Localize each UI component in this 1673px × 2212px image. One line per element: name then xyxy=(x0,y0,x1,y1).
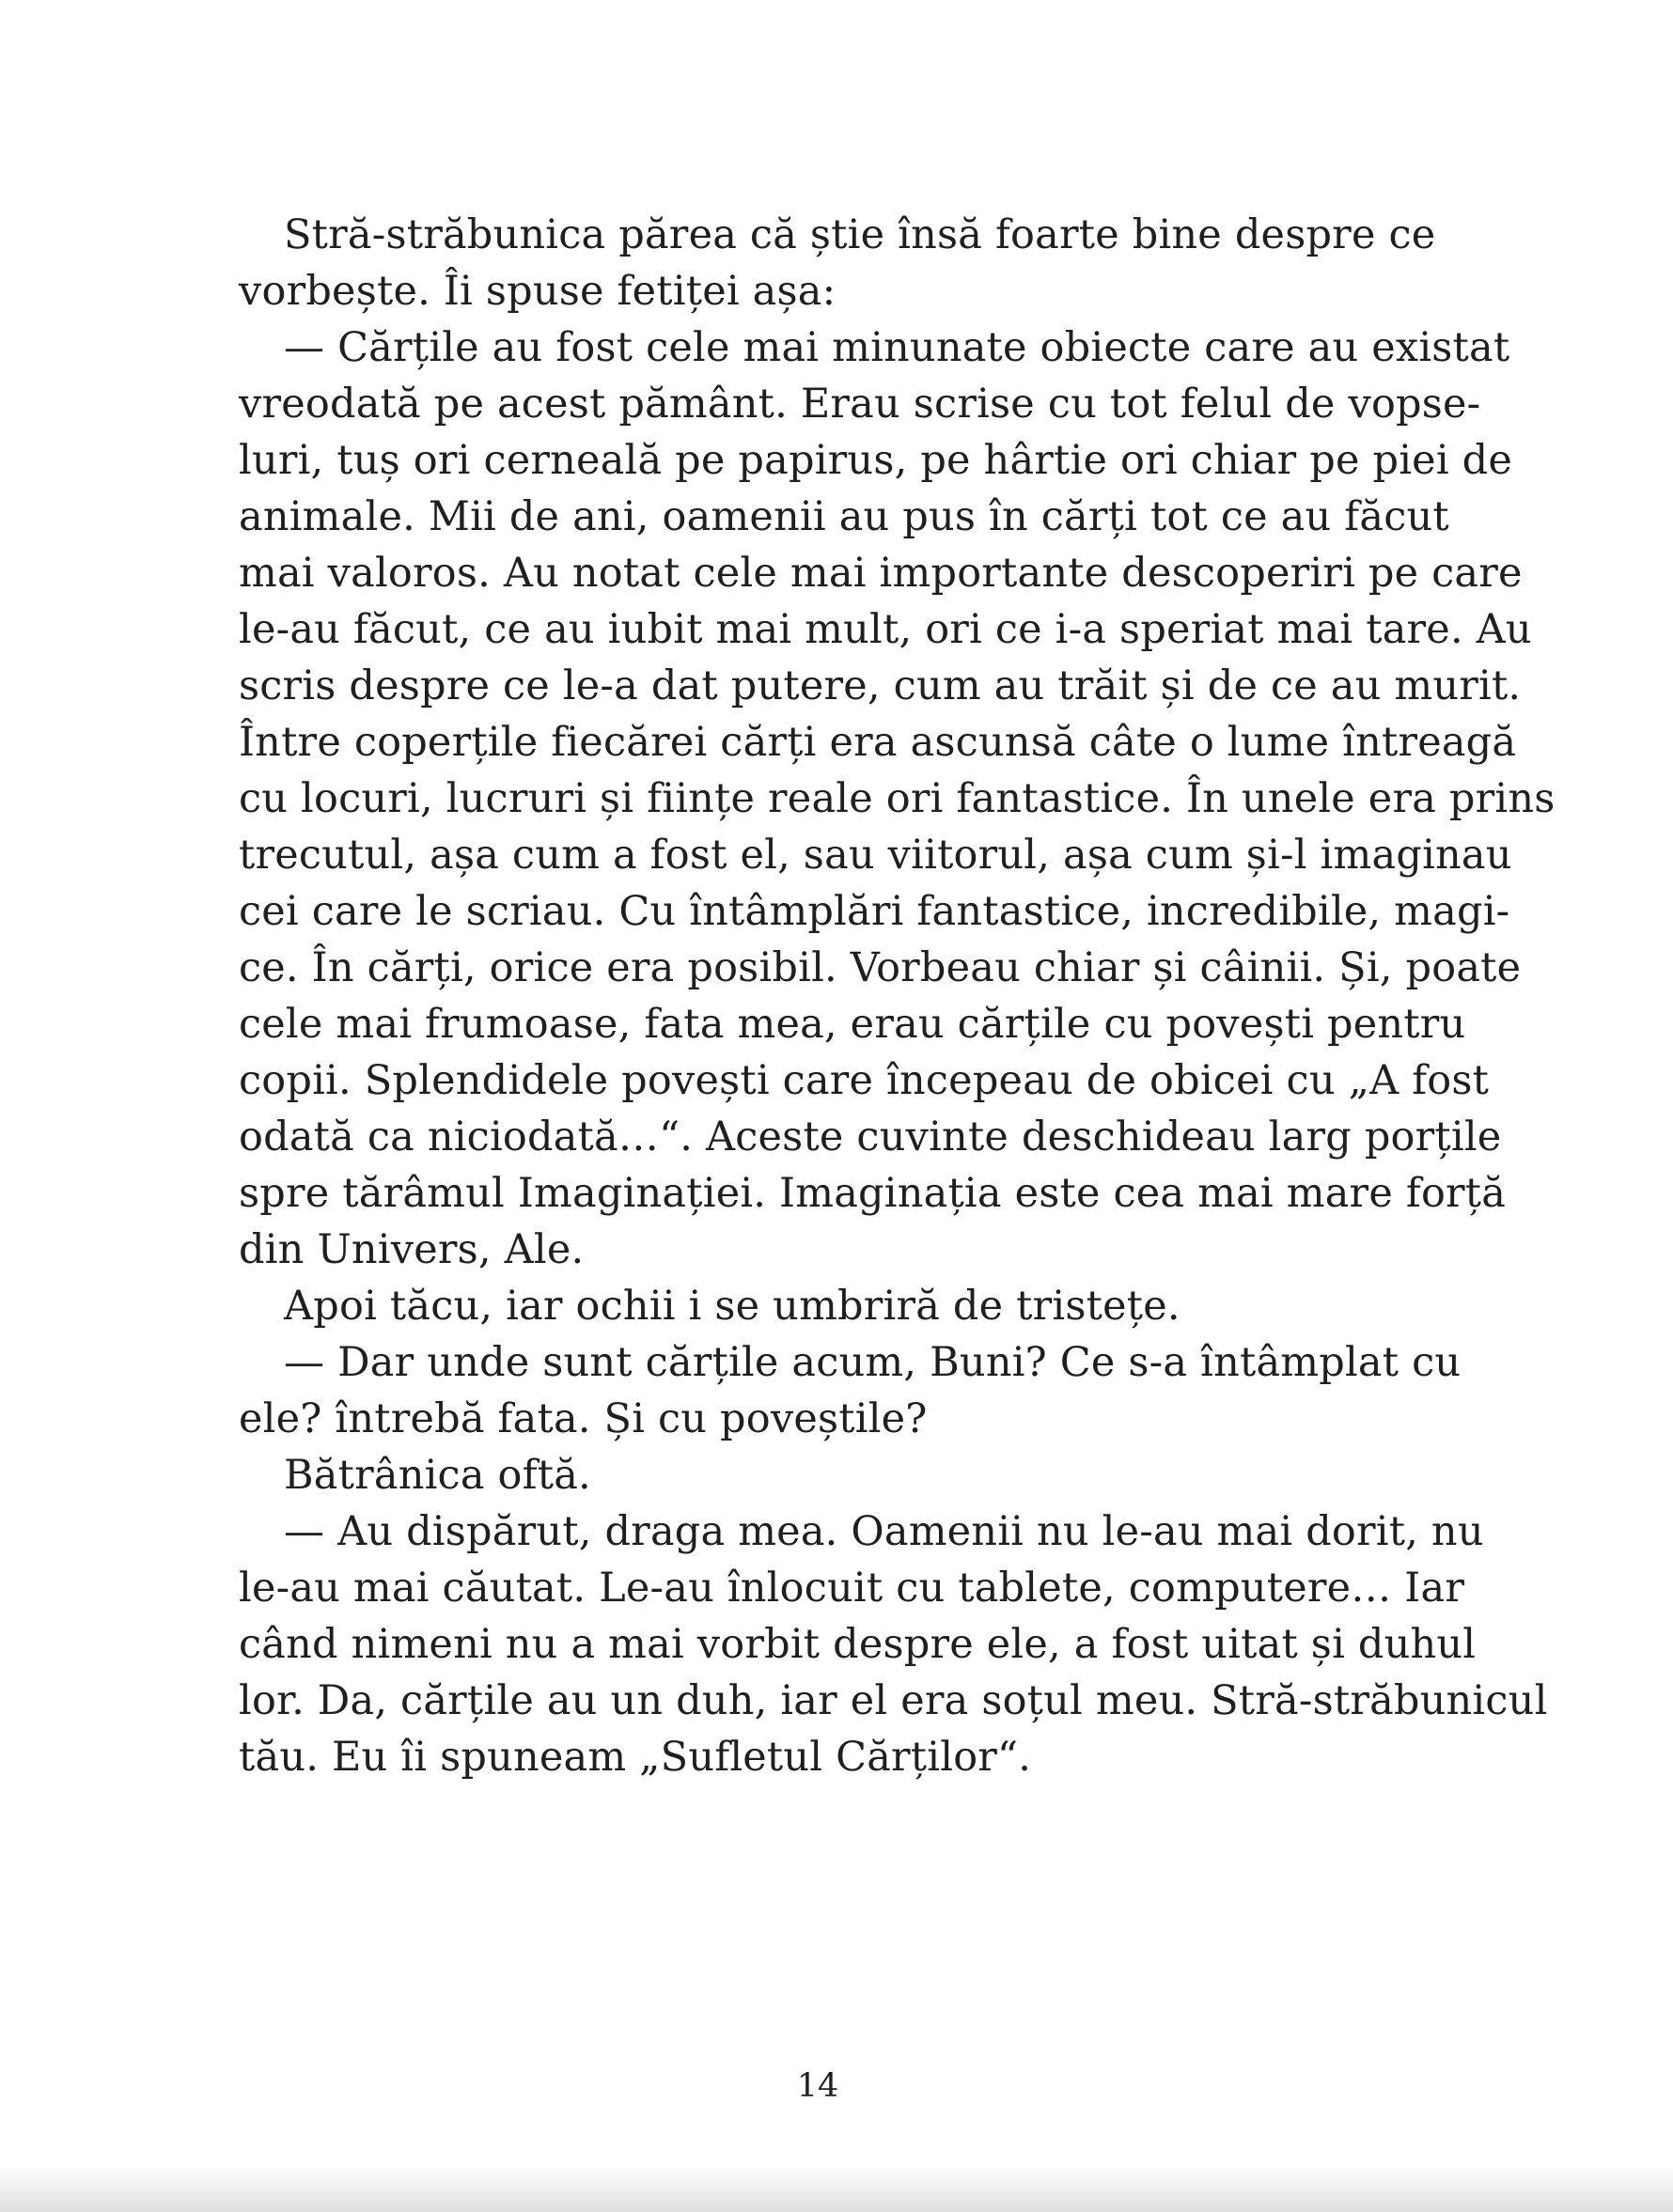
text-line: animale. Mii de ani, oamenii au pus în cărți tot ce au făcut xyxy=(239,493,1449,540)
page-bottom-shadow xyxy=(0,2165,1673,2212)
text-line: tău. Eu îi spuneam „Sufletul Cărților“. xyxy=(239,1734,1032,1781)
text-line: — Dar unde sunt cărțile acum, Buni? Ce s-a întâmplat cu xyxy=(284,1339,1462,1386)
text-line: Între coperțile fiecărei cărți era ascunsă câte o lume întreagă xyxy=(239,719,1517,766)
text-line: Apoi tăcu, iar ochii i se umbriră de tristețe. xyxy=(284,1283,1180,1330)
text-line: Bătrânica oftă. xyxy=(284,1452,591,1499)
text-line: când nimeni nu a mai vorbit despre ele, a fost uitat și duhul xyxy=(239,1621,1477,1668)
text-line: le-au făcut, ce au iubit mai mult, ori ce i-a speriat mai tare. Au xyxy=(239,606,1532,653)
text-line: cei care le scriau. Cu întâmplări fantastice, incredibile, magi- xyxy=(239,888,1510,935)
text-line: scris despre ce le-a dat putere, cum au trăit și de ce au murit. xyxy=(239,662,1522,709)
text-line: Stră-străbunica părea că știe însă foarte bine despre ce xyxy=(284,211,1436,258)
text-line: cele mai frumoase, fata mea, erau cărțile cu povești pentru xyxy=(239,1001,1466,1048)
text-line: ele? întrebă fata. Și cu poveștile? xyxy=(239,1395,928,1442)
text-line: odată ca niciodată…“. Aceste cuvinte deschideau larg porțile xyxy=(239,1114,1502,1161)
text-line: copii. Splendidele povești care începeau de obicei cu „A fost xyxy=(239,1057,1490,1104)
text-line: vorbește. Îi spuse fetiței așa: xyxy=(239,268,836,315)
text-line: din Univers, Ale. xyxy=(239,1226,585,1273)
text-line: — Au dispărut, draga mea. Oamenii nu le-au mai dorit, nu xyxy=(284,1508,1484,1555)
text-line: vreodată pe acest pământ. Erau scrise cu tot felul de vopse- xyxy=(239,381,1481,428)
text-line: spre tărâmul Imaginației. Imaginația este cea mai mare forță xyxy=(239,1170,1507,1217)
text-line: cu locuri, lucruri și ființe reale ori fantastice. În unele era prins xyxy=(239,775,1556,822)
page-number: 14 xyxy=(796,2067,839,2105)
text-line: mai valoros. Au notat cele mai importante descoperiri pe care xyxy=(239,550,1523,597)
text-line: — Cărțile au fost cele mai minunate obiecte care au existat xyxy=(284,324,1510,371)
text-line: le-au mai căutat. Le-au înlocuit cu tablete, computere… Iar xyxy=(239,1565,1465,1612)
text-line: luri, tuș ori cerneală pe papirus, pe hârtie ori chiar pe piei de xyxy=(239,437,1513,484)
text-line: lor. Da, cărțile au un duh, iar el era soțul meu. Stră-străbunicul xyxy=(239,1677,1548,1724)
body-text xyxy=(239,207,1556,1785)
text-line: trecutul, așa cum a fost el, sau viitorul, așa cum și-l imaginau xyxy=(239,832,1512,879)
text-line: ce. În cărți, orice era posibil. Vorbeau chiar și câinii. Și, poate xyxy=(239,944,1522,991)
